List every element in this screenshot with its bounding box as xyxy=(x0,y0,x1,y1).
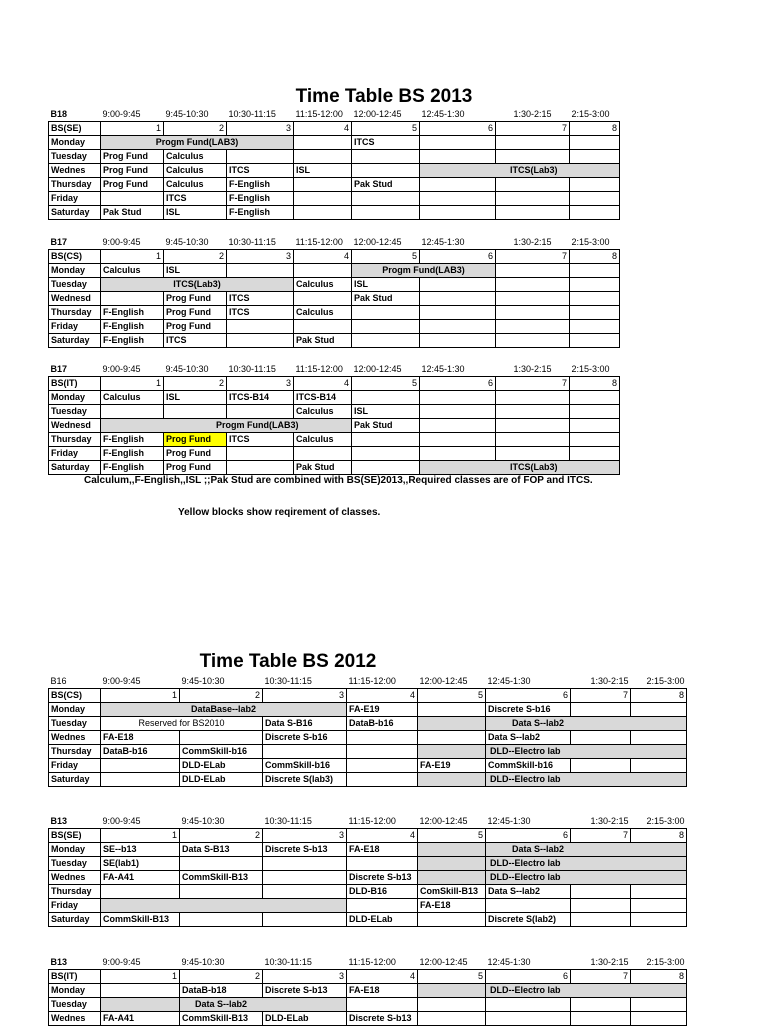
period-number: 3 xyxy=(263,970,347,984)
slot-label: 11:15-12:00 xyxy=(295,109,343,119)
slot-label: 2:15-3:00 xyxy=(646,816,685,826)
period-number: 5 xyxy=(352,377,420,391)
day-label: Tuesday xyxy=(49,857,101,871)
period-number: 2 xyxy=(180,829,263,843)
class-cell: Prog Fund xyxy=(164,461,227,475)
table-row xyxy=(49,391,620,405)
class-cell: ITCS xyxy=(164,334,227,348)
class-cell: Discrete S-b13 xyxy=(347,871,418,885)
class-cell: ISL xyxy=(164,206,227,220)
period-number: 8 xyxy=(631,970,687,984)
table-row xyxy=(49,164,620,178)
class-cell: F-English xyxy=(101,306,164,320)
class-cell: Pak Stud xyxy=(352,292,420,306)
table-row xyxy=(49,843,687,857)
day-label: Thursday xyxy=(49,885,101,899)
table-row xyxy=(49,405,620,419)
day-label: Thursday xyxy=(49,433,101,447)
period-number: 1 xyxy=(101,970,180,984)
slot-label: 1:30-2:15 xyxy=(590,957,629,967)
table-row xyxy=(49,731,687,745)
class-cell: Calculus xyxy=(164,178,227,192)
day-label: Friday xyxy=(49,759,101,773)
class-cell: DLD--Electro lab xyxy=(486,773,687,787)
day-label: Friday xyxy=(49,320,101,334)
slot-label: 2:15-3:00 xyxy=(571,237,610,247)
period-number-row xyxy=(49,250,620,264)
period-number: 3 xyxy=(227,377,294,391)
batch-label: B16 xyxy=(50,676,67,686)
class-cell: DataB-b16 xyxy=(347,717,418,731)
class-cell: ComSkill-B13 xyxy=(418,885,486,899)
slot-label: 2:15-3:00 xyxy=(571,364,610,374)
batch-label: B18 xyxy=(50,109,68,119)
table-row xyxy=(49,984,687,998)
period-number: 8 xyxy=(570,377,620,391)
class-cell: F-English xyxy=(101,447,164,461)
class-cell: ITCS xyxy=(227,306,294,320)
page-title-2012: Time Table BS 2012 xyxy=(199,651,377,672)
table-row xyxy=(49,899,687,913)
slot-label: 2:15-3:00 xyxy=(646,676,685,686)
day-label: Thursday xyxy=(49,745,101,759)
class-cell: SE--b13 xyxy=(101,843,180,857)
period-number: 8 xyxy=(570,250,620,264)
slot-label: 10:30-11:15 xyxy=(264,957,312,967)
class-cell: ITCS xyxy=(352,136,420,150)
day-label: Wednes xyxy=(49,1012,101,1026)
class-cell: ITCS xyxy=(227,164,294,178)
day-label: Wednesd xyxy=(49,419,101,433)
class-cell: Prog Fund xyxy=(164,306,227,320)
class-cell: CommSkill-b16 xyxy=(263,759,347,773)
combined-classes-note: Calculum,,F-English,,ISL ;;Pak Stud are combined with BS(SE)2013,,Required classes are of FOP and ITCS. xyxy=(84,475,593,486)
table-row xyxy=(49,1012,687,1026)
table-row xyxy=(49,292,620,306)
table-row xyxy=(49,703,687,717)
slot-label: 12:45-1:30 xyxy=(421,364,465,374)
table-row xyxy=(49,913,687,927)
class-cell: CommSkill-B13 xyxy=(101,913,180,927)
class-cell: DataB-b16 xyxy=(101,745,180,759)
slot-label: 2:15-3:00 xyxy=(646,957,685,967)
table-row xyxy=(49,773,687,787)
period-number-row xyxy=(49,122,620,136)
slot-label: 12:00-12:45 xyxy=(419,676,468,686)
yellow-blocks-note: Yellow blocks show reqirement of classes. xyxy=(178,507,381,518)
slot-label: 9:00-9:45 xyxy=(102,676,141,686)
table-row xyxy=(49,759,687,773)
table-row xyxy=(49,885,687,899)
class-cell: F-English xyxy=(101,334,164,348)
class-cell: Pak Stud xyxy=(294,461,352,475)
day-label: Thursday xyxy=(49,178,101,192)
day-label: Tuesday xyxy=(49,998,101,1012)
period-number-row xyxy=(49,689,687,703)
day-label: Monday xyxy=(49,264,101,278)
class-cell: FA-E19 xyxy=(418,759,486,773)
period-number: 5 xyxy=(352,250,420,264)
slot-label: 1:30-2:15 xyxy=(513,364,552,374)
period-number: 4 xyxy=(294,122,352,136)
period-number: 7 xyxy=(496,122,570,136)
period-number: 2 xyxy=(180,970,263,984)
slot-label: 11:15-12:00 xyxy=(348,676,396,686)
period-number: 4 xyxy=(294,377,352,391)
class-cell: CommSkill-b16 xyxy=(180,745,263,759)
class-cell: SE(lab1) xyxy=(101,857,180,871)
table-row xyxy=(49,150,620,164)
class-cell: FA-A41 xyxy=(101,1012,180,1026)
class-cell: Prog Fund xyxy=(101,164,164,178)
period-number: 3 xyxy=(263,689,347,703)
period-number: 1 xyxy=(101,250,164,264)
period-number: 5 xyxy=(418,970,486,984)
class-cell: Calculus xyxy=(164,150,227,164)
table-row xyxy=(49,447,620,461)
day-label: Tuesday xyxy=(49,717,101,731)
header-row xyxy=(49,108,620,122)
class-cell: DLD--Electro lab xyxy=(486,857,687,871)
period-number: 1 xyxy=(101,829,180,843)
class-cell: Prog Fund xyxy=(164,320,227,334)
class-cell: Calculus xyxy=(101,391,164,405)
class-cell: Data S-B13 xyxy=(180,843,263,857)
class-cell: FA-E18 xyxy=(347,984,418,998)
day-label: Thursday xyxy=(49,306,101,320)
class-cell: Progm Fund(LAB3) xyxy=(101,136,294,150)
class-cell: Calculus xyxy=(164,164,227,178)
slot-label: 9:00-9:45 xyxy=(102,816,141,826)
timetable-b18-se xyxy=(48,108,620,220)
class-cell: DLD--Electro lab xyxy=(486,871,687,885)
period-number: 6 xyxy=(486,689,571,703)
day-label: Saturday xyxy=(49,334,101,348)
period-number-row xyxy=(49,829,687,843)
slot-label: 10:30-11:15 xyxy=(228,237,276,247)
program-label: BS(IT) xyxy=(49,377,101,391)
slot-label: 12:45-1:30 xyxy=(487,816,531,826)
table-row xyxy=(49,320,620,334)
program-label: BS(CS) xyxy=(49,250,101,264)
period-number: 4 xyxy=(347,970,418,984)
slot-label: 12:00-12:45 xyxy=(353,364,402,374)
day-label: Saturday xyxy=(49,913,101,927)
header-row xyxy=(49,363,620,377)
period-number: 7 xyxy=(571,689,631,703)
table-row xyxy=(49,871,687,885)
slot-label: 9:00-9:45 xyxy=(102,237,141,247)
class-cell: Progm Fund(LAB3) xyxy=(101,419,352,433)
slot-label: 9:45-10:30 xyxy=(181,957,225,967)
slot-label: 12:45-1:30 xyxy=(421,109,465,119)
header-row xyxy=(49,236,620,250)
period-number: 5 xyxy=(418,829,486,843)
timetable-b13-se xyxy=(48,815,687,927)
batch-label: B17 xyxy=(50,237,68,247)
period-number: 6 xyxy=(486,829,571,843)
class-cell: ISL xyxy=(294,164,352,178)
period-number: 6 xyxy=(420,250,496,264)
period-number: 6 xyxy=(486,970,571,984)
period-number: 1 xyxy=(101,689,180,703)
header-row xyxy=(49,815,687,829)
day-label: Tuesday xyxy=(49,405,101,419)
class-cell: ISL xyxy=(352,405,420,419)
table-row xyxy=(49,306,620,320)
period-number-row xyxy=(49,970,687,984)
class-cell: Discrete S(lab3) xyxy=(263,773,347,787)
class-cell: F-English xyxy=(101,461,164,475)
period-number: 1 xyxy=(101,122,164,136)
timetable-b17-it xyxy=(48,363,620,475)
period-number: 2 xyxy=(180,689,263,703)
required-class-cell: Prog Fund xyxy=(164,433,227,447)
day-label: Friday xyxy=(49,899,101,913)
day-label: Wednes xyxy=(49,731,101,745)
table-row xyxy=(49,433,620,447)
period-number: 4 xyxy=(294,250,352,264)
day-label: Monday xyxy=(49,984,101,998)
period-number: 7 xyxy=(496,377,570,391)
class-cell: ISL xyxy=(164,264,227,278)
class-cell: Discrete S-b16 xyxy=(486,703,571,717)
period-number: 7 xyxy=(496,250,570,264)
timetable-b17-cs xyxy=(48,236,620,348)
class-cell: CommSkill-b16 xyxy=(486,759,571,773)
timetable-b16-cs xyxy=(48,675,687,787)
period-number: 4 xyxy=(347,829,418,843)
table-row xyxy=(49,206,620,220)
day-label: Saturday xyxy=(49,461,101,475)
class-cell: Prog Fund xyxy=(164,447,227,461)
class-cell: Discrete S-b16 xyxy=(263,731,347,745)
program-label: BS(SE) xyxy=(49,122,101,136)
period-number: 2 xyxy=(164,250,227,264)
slot-label: 1:30-2:15 xyxy=(590,816,629,826)
slot-label: 2:15-3:00 xyxy=(571,109,610,119)
class-cell: DLD-ELab xyxy=(263,1012,347,1026)
period-number: 4 xyxy=(347,689,418,703)
class-cell: CommSkill-B13 xyxy=(180,1012,263,1026)
day-label: Monday xyxy=(49,843,101,857)
class-cell: F-English xyxy=(101,320,164,334)
class-cell: FA-A41 xyxy=(101,871,180,885)
class-cell: FA-E19 xyxy=(347,703,418,717)
class-cell: Discrete S(lab2) xyxy=(486,913,571,927)
class-cell: Calculus xyxy=(101,264,164,278)
table-row xyxy=(49,419,620,433)
slot-label: 12:45-1:30 xyxy=(421,237,465,247)
day-label: Wednes xyxy=(49,871,101,885)
program-label: BS(CS) xyxy=(49,689,101,703)
slot-label: 9:45-10:30 xyxy=(165,364,209,374)
class-cell: Calculus xyxy=(294,433,352,447)
class-cell: DataBase--lab2 xyxy=(101,703,347,717)
class-cell: ITCS-B14 xyxy=(294,391,352,405)
page-title-2013: Time Table BS 2013 xyxy=(295,86,473,107)
class-cell: FA-E18 xyxy=(347,843,418,857)
period-number: 6 xyxy=(420,377,496,391)
batch-label: B17 xyxy=(50,364,68,374)
timetable-b13-it xyxy=(48,956,687,1026)
class-cell: ITCS xyxy=(164,192,227,206)
slot-label: 12:00-12:45 xyxy=(353,237,402,247)
class-cell: Calculus xyxy=(294,405,352,419)
class-cell: CommSkill-B13 xyxy=(180,871,263,885)
day-label: Tuesday xyxy=(49,150,101,164)
class-cell: DLD-B16 xyxy=(347,885,418,899)
day-label: Monday xyxy=(49,391,101,405)
slot-label: 9:00-9:45 xyxy=(102,364,141,374)
class-cell: F-English xyxy=(227,206,294,220)
day-label: Tuesday xyxy=(49,278,101,292)
class-cell: DataB-b18 xyxy=(180,984,263,998)
period-number: 8 xyxy=(631,689,687,703)
slot-label: 1:30-2:15 xyxy=(590,676,629,686)
class-cell: ITCS xyxy=(227,433,294,447)
header-row xyxy=(49,675,687,689)
class-cell: F-English xyxy=(227,192,294,206)
day-label: Wednes xyxy=(49,164,101,178)
slot-label: 9:00-9:45 xyxy=(102,109,141,119)
class-cell: Discrete S-b13 xyxy=(347,1012,418,1026)
slot-label: 11:15-12:00 xyxy=(348,957,396,967)
period-number: 5 xyxy=(352,122,420,136)
table-row xyxy=(49,857,687,871)
slot-label: 11:15-12:00 xyxy=(295,364,343,374)
class-cell: ITCS(Lab3) xyxy=(420,461,620,475)
slot-label: 12:45-1:30 xyxy=(487,676,531,686)
slot-label: 12:45-1:30 xyxy=(487,957,531,967)
day-label: Saturday xyxy=(49,773,101,787)
reserved-cell: Reserved for BS2010 xyxy=(101,717,263,731)
day-label: Friday xyxy=(49,447,101,461)
period-number: 3 xyxy=(227,122,294,136)
class-cell: Discrete S-b13 xyxy=(263,984,347,998)
class-cell: Data S--lab2 xyxy=(486,717,687,731)
batch-label: B13 xyxy=(50,816,68,826)
slot-label: 1:30-2:15 xyxy=(513,109,552,119)
class-cell: Pak Stud xyxy=(101,206,164,220)
slot-label: 10:30-11:15 xyxy=(264,816,312,826)
table-row xyxy=(49,334,620,348)
class-cell: Prog Fund xyxy=(101,150,164,164)
period-number: 3 xyxy=(263,829,347,843)
class-cell: Data S-B16 xyxy=(263,717,347,731)
table-row xyxy=(49,192,620,206)
class-cell: Prog Fund xyxy=(101,178,164,192)
class-cell: ITCS-B14 xyxy=(227,391,294,405)
slot-label: 9:45-10:30 xyxy=(181,816,225,826)
class-cell: DLD--Electro lab xyxy=(486,984,687,998)
class-cell: ITCS(Lab3) xyxy=(101,278,294,292)
class-cell: FA-E18 xyxy=(418,899,486,913)
slot-label: 11:15-12:00 xyxy=(295,237,343,247)
day-label: Saturday xyxy=(49,206,101,220)
class-cell: Data S--lab2 xyxy=(486,731,571,745)
class-cell: ISL xyxy=(164,391,227,405)
class-cell: DLD-ELab xyxy=(347,913,418,927)
table-row xyxy=(49,745,687,759)
slot-label: 10:30-11:15 xyxy=(228,364,276,374)
class-cell: Pak Stud xyxy=(294,334,352,348)
slot-label: 11:15-12:00 xyxy=(348,816,396,826)
period-number: 2 xyxy=(164,377,227,391)
class-cell: ITCS xyxy=(227,292,294,306)
slot-label: 1:30-2:15 xyxy=(513,237,552,247)
table-row xyxy=(49,717,687,731)
period-number: 8 xyxy=(631,829,687,843)
table-row xyxy=(49,278,620,292)
table-row xyxy=(49,264,620,278)
slot-label: 9:00-9:45 xyxy=(102,957,141,967)
period-number: 6 xyxy=(420,122,496,136)
slot-label: 9:45-10:30 xyxy=(165,237,209,247)
table-row xyxy=(49,136,620,150)
program-label: BS(SE) xyxy=(49,829,101,843)
slot-label: 12:00-12:45 xyxy=(353,109,402,119)
class-cell: Data S--lab2 xyxy=(486,885,571,899)
period-number: 2 xyxy=(164,122,227,136)
day-label: Wednesd xyxy=(49,292,101,306)
slot-label: 10:30-11:15 xyxy=(264,676,312,686)
day-label: Monday xyxy=(49,136,101,150)
class-cell: ISL xyxy=(352,278,420,292)
slot-label: 12:00-12:45 xyxy=(419,957,468,967)
batch-label: B13 xyxy=(50,957,68,967)
class-cell: Data S--lab2 xyxy=(180,998,347,1012)
period-number: 7 xyxy=(571,829,631,843)
class-cell: Calculus xyxy=(294,306,352,320)
class-cell: Pak Stud xyxy=(352,178,420,192)
class-cell: DLD-ELab xyxy=(180,759,263,773)
slot-label: 12:00-12:45 xyxy=(419,816,468,826)
class-cell: Progm Fund(LAB3) xyxy=(352,264,496,278)
class-cell: DLD-ELab xyxy=(180,773,263,787)
class-cell: FA-E18 xyxy=(101,731,180,745)
class-cell: DLD--Electro lab xyxy=(486,745,687,759)
program-label: BS(IT) xyxy=(49,970,101,984)
period-number: 5 xyxy=(418,689,486,703)
period-number: 3 xyxy=(227,250,294,264)
class-cell: Calculus xyxy=(294,278,352,292)
class-cell: Prog Fund xyxy=(164,292,227,306)
class-cell: F-English xyxy=(227,178,294,192)
class-cell: Discrete S-b13 xyxy=(263,843,347,857)
period-number-row xyxy=(49,377,620,391)
slot-label: 10:30-11:15 xyxy=(228,109,276,119)
period-number: 1 xyxy=(101,377,164,391)
table-row xyxy=(49,998,687,1012)
class-cell: ITCS(Lab3) xyxy=(420,164,620,178)
header-row xyxy=(49,956,687,970)
day-label: Friday xyxy=(49,192,101,206)
period-number: 8 xyxy=(570,122,620,136)
slot-label: 9:45-10:30 xyxy=(165,109,209,119)
day-label: Monday xyxy=(49,703,101,717)
class-cell: Pak Stud xyxy=(352,419,420,433)
class-cell: Data S--lab2 xyxy=(486,843,687,857)
table-row xyxy=(49,461,620,475)
slot-label: 9:45-10:30 xyxy=(181,676,225,686)
class-cell: F-English xyxy=(101,433,164,447)
table-row xyxy=(49,178,620,192)
period-number: 7 xyxy=(571,970,631,984)
